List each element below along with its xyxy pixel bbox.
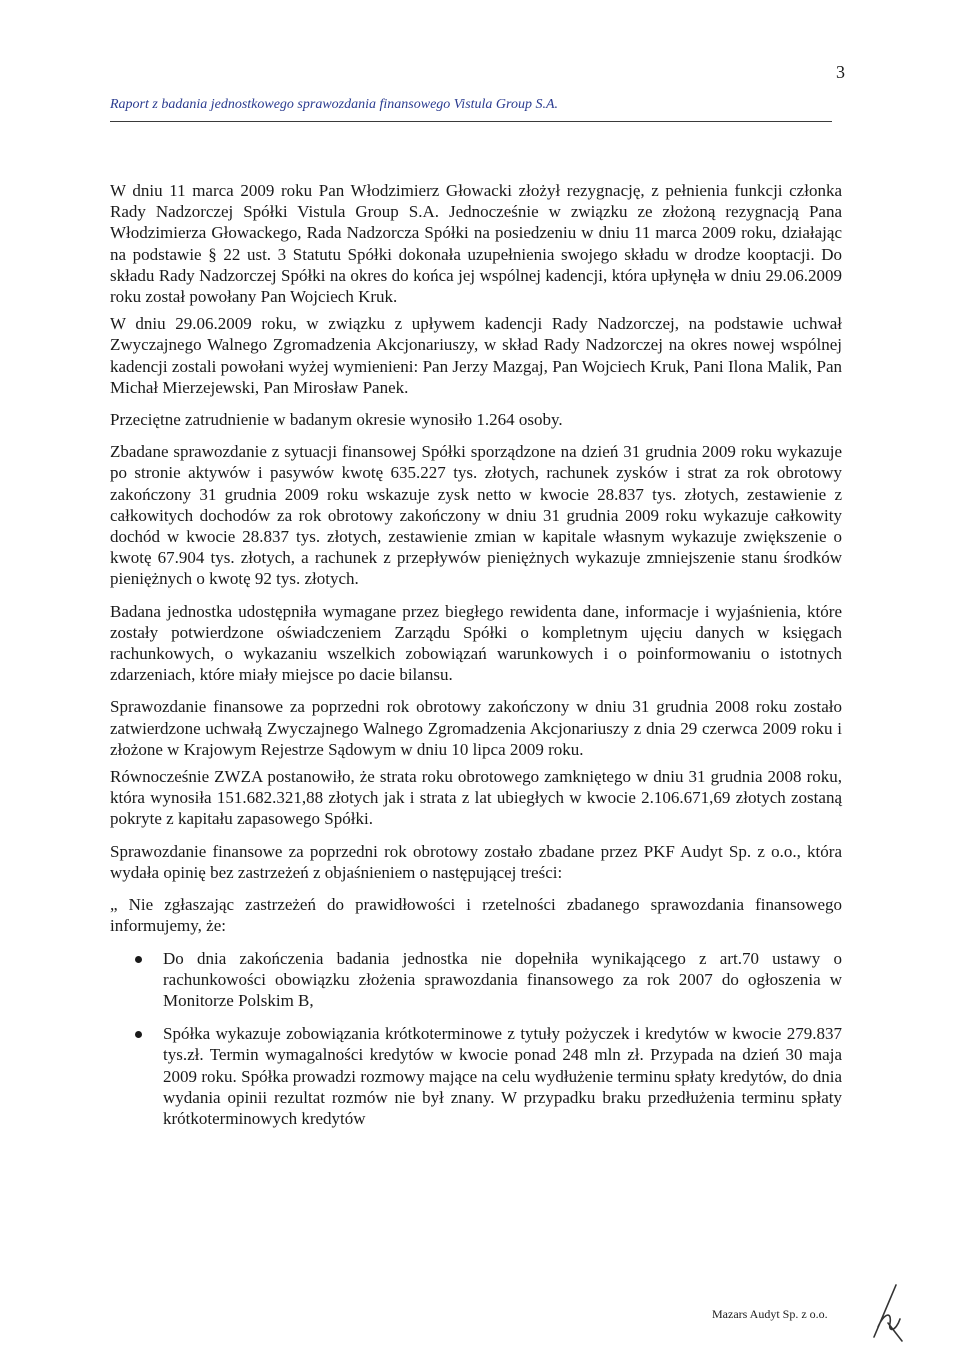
footer-company: Mazars Audyt Sp. z o.o. xyxy=(712,1307,828,1321)
report-header: Raport z badania jednostkowego sprawozdania finansowego Vistula Group S.A. xyxy=(110,97,559,112)
paragraph-resignation: W dniu 11 marca 2009 roku Pan Włodzimierz Głowacki złożył rezygnację, z pełnienia funkcji członka Rady Nadzorczej Spółki Vistula Group S.A. Jednocześnie w związku ze złożoną rezygnacją Pana Włodzimierza Głowackego, Rada Nadzorcza Spółki na posiedzeniu w dniu 11 marca 2009 roku, działając na podstawie § 22 ust. 3 Statutu Spółki dokonała uzupełnienia swojego składu w drodze kooptacji. Do składu Rady Nadzorczej Spółki na okres do końca jej wspólnej kadencji, która upłynęła w dniu 29.06.2009 roku został powołany Pan Wojciech Kruk. xyxy=(110,181,842,307)
opinion-bullet-list xyxy=(110,948,842,1130)
list-item xyxy=(110,1023,842,1129)
page-number: 3 xyxy=(836,62,845,82)
bullet-icon xyxy=(135,1031,142,1038)
paragraph-board-composition: W dniu 29.06.2009 roku, w związku z upływem kadencji Rady Nadzorczej, na podstawie uchwał Zwyczajnego Walnego Zgromadzenia Akcjonariuszy, w skład Rady Nadzorczej na okres nowej wspólnej kadencji zostali powołani wyżej wymienieni: Pan Jerzy Mazgaj, Pan Wojciech Kruk, Pani Ilona Malik, Pan Michał Mierzejewski, Pan Mirosław Panek. xyxy=(110,314,842,397)
paragraph-loss-coverage: Równocześnie ZWZA postanowiło, że strata roku obrotowego zamkniętego w dniu 31 grudnia 2008 roku, która wynosiła 151.682.321,88 złotych jak i strata z lat ubiegłych w kwocie 2.106.671,69 złotych zostaną pokryte z kapitału zapasowego Spółki. xyxy=(110,767,842,829)
bullet-icon xyxy=(135,956,142,963)
paragraph-quote-intro: „ Nie zgłaszając zastrzeżeń do prawidłowości i rzetelności zbadanego sprawozdania finansowego informujemy, że: xyxy=(110,895,842,936)
bullet-text: Spółka wykazuje zobowiązania krótkoterminowe z tytuły pożyczek i kredytów w kwocie 279.837 tys.zł. Termin wymagalności kredytów w kwocie ponad 248 mln zł. Przypada na dzień 30 maja 2009 roku. Spółka prowadzi rozmowy mające na celu wydłużenie terminu spłaty kredytów, do dnia wydania opinii rezultat rozmów nie był znany. W przypadku braku przedłużenia terminu spłaty krótkoterminowych kredytów xyxy=(163,1024,842,1128)
paragraph-prior-year-approval: Sprawozdanie finansowe za poprzedni rok obrotowy zakończony w dniu 31 grudnia 2008 roku zostało zatwierdzone uchwałą Zwyczajnego Walnego Zgromadzenia Akcjonariuszy z dnia 29 czerwca 2009 roku i złożone w Krajowym Rejestrze Sądowym w dniu 10 lipca 2009 roku. xyxy=(110,697,842,759)
paragraph-financial-statement: Zbadane sprawozdanie z sytuacji finansowej Spółki sporządzone na dzień 31 grudnia 2009 roku wykazuje po stronie aktywów i pasywów kwotę 635.227 tys. złotych, rachunek zysków i strat za rok obrotowy zakończony 31 grudnia 2009 roku wskazuje zysk netto w kwocie 28.837 tys. złotych, zestawienie z całkowitych dochodów za rok obrotowy zakończony w dniu 31 grudnia 2009 roku wykazuje całkowity dochód w kwocie 28.837 tys. złotych, zestawienie zmian w kapitale własnym wykazuje zwiększenie o kwotę 67.904 tys. złotych, a rachunek z przepływów pieniężnych wykazuje zmniejszenie stanu środków pieniężnych o kwotę 92 tys. złotych. xyxy=(110,442,842,589)
signature-icon xyxy=(866,1283,906,1345)
header-divider xyxy=(110,121,832,122)
paragraph-documents-provided: Badana jednostka udostępniła wymagane przez biegłego rewidenta dane, informacje i wyjaśnienia, które zostały potwierdzone oświadczeniem Zarządu Spółki o kompletnym ujęciu danych w księgach rachunkowych, o wykazaniu wszelkich zobowiązań warunkowych i o poinformowaniu o istotnych zdarzeniach, które miały miejsce po dacie bilansu. xyxy=(110,601,842,685)
paragraph-employment: Przeciętne zatrudnienie w badanym okresie wynosiło 1.264 osoby. xyxy=(110,410,563,430)
list-item xyxy=(110,948,842,1012)
paragraph-prior-audit: Sprawozdanie finansowe za poprzedni rok obrotowy zostało zbadane przez PKF Audyt Sp. z o.o., która wydała opinię bez zastrzeżeń z objaśnieniem o następującej treści: xyxy=(110,841,842,882)
bullet-text: Do dnia zakończenia badania jednostka nie dopełniła wynikającego z art.70 ustawy o rachunkowości obowiązku złożenia sprawozdania finansowego za rok 2007 do ogłoszenia w Monitorze Polskim B, xyxy=(163,948,842,1010)
document-body xyxy=(110,180,842,1141)
